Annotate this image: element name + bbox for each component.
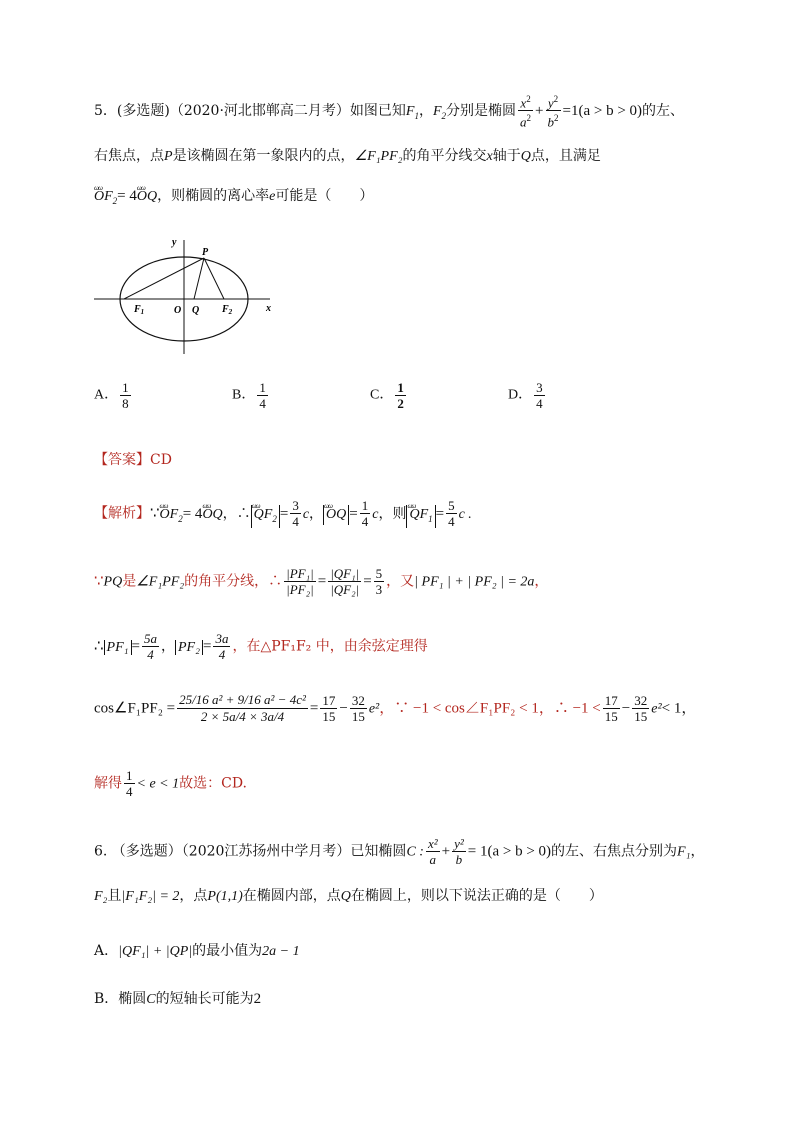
analysis-line-1: 【解析】∵ωω $OF_2= 4\omega\omega$ OQ，∴ωω $QF_2$ = $\frac{3}{4}$ c，ωω OQ = $\frac{1}{4}$ c，则ωω $QF_1$ = $\frac{5}{4}$ c .: [94, 498, 472, 529]
q5-line3-eq: = 4: [117, 188, 137, 204]
analysis-c1: c: [302, 506, 310, 522]
q6-line-1: 6. （多选题）（2020江苏扬州中学月考）已知椭圆C : $\frac{\text{x²}}{a}$ + $\frac{\text{y²}}{b}$ = 1(a > b > 0)的左、右焦点分别为F₁，: [94, 836, 705, 867]
q5-prefix: 5．(多选题)（2020·河北邯郸高二月考）如图已知: [94, 102, 406, 119]
analysis-l4-tail: < 1，: [661, 700, 697, 717]
analysis-frac-3-4: $\frac{3}{4}$: [292, 498, 299, 529]
q6-option-a-val: 2a − 1: [262, 944, 300, 959]
q5-line2-e: 点，且满足: [530, 148, 601, 164]
choice-a-frac: $\frac{1}{8}$: [122, 380, 129, 411]
answer-label: 【答案】: [94, 452, 150, 468]
answer-value: CD: [150, 452, 172, 468]
analysis-vec-of2: ωω $OF_2$: [160, 505, 183, 529]
q5-text2: 的左、: [642, 102, 685, 119]
analysis-line-2: ∵PQ是∠F₁PF₂的角平分线，∴ $\frac{\text{|PF₁|}}{\text{|PF₂|}}$ = $\frac{\text{|QF₁|}}{\text{|QF₂|}}$ = $\frac{5}{3}$ ，又| PF₁ | + | PF₂ | = 2a，: [94, 566, 549, 597]
q6-option-a-math: |QF₁| + |QP|: [118, 944, 193, 959]
choice-b-frac: $\frac{1}{4}$: [259, 380, 266, 411]
analysis-qf1: ωω $QF_1$: [406, 505, 435, 529]
label-f1: $F_1$: [134, 304, 145, 316]
q5-f2: $F_2$: [432, 103, 447, 121]
analysis-frac-5a-4: $\frac{5a}{4}$: [144, 631, 157, 662]
analysis-big-frac: $\frac{\text{25/16 a² + 9/16 a² − 4c²}}{2 \times 5a/4 \times 3a/4}$: [179, 692, 306, 724]
choice-a-letter: A．: [94, 387, 119, 403]
q5-line-2: [94, 146, 601, 167]
q6-prefix: 6. （多选题）（2020江苏扬州中学月考）已知椭圆: [94, 843, 407, 860]
analysis-l2-text: 是: [122, 573, 137, 590]
analysis-l2-pq: PQ: [103, 574, 123, 590]
q6-option-b[interactable]: [94, 989, 261, 1010]
analysis-ratio-qf: $\frac{\text{|QF₁|}}{\text{|QF₂|}}$: [330, 566, 360, 597]
label-y: y: [172, 237, 177, 248]
q6-option-a-text: 的最小值为: [192, 943, 263, 959]
q6-l1-end: ，: [690, 843, 705, 860]
analysis-label: 【解析】: [94, 505, 150, 522]
analysis-l3-therefore: ∴: [94, 638, 104, 655]
q5-line3-end: 可能是（ ）: [275, 188, 374, 204]
q6-l2-text1: 且: [107, 888, 122, 904]
q6-l1-text: 的左、右焦点分别为: [551, 843, 678, 860]
analysis-line-5: [94, 768, 247, 799]
segment-p-q: [194, 258, 204, 299]
analysis-frac-32-15: $\frac{32}{15}$: [351, 693, 365, 724]
choice-c-letter: C．: [370, 387, 394, 403]
analysis-l2-sum: | PF₁ | + | PF₂ | = 2a: [414, 574, 535, 590]
label-o: O: [174, 305, 182, 316]
q6-l2-q: Q: [340, 889, 351, 904]
q6-option-b-letter: B．: [94, 991, 119, 1007]
analysis-line-3: ∴ PF₁ = $\frac{5a}{4}$ ， PF₂ = $\frac{3a}{4}$ ，在△PF₁F₂ 中，由余弦定理得: [94, 631, 428, 662]
analysis-l1-end: c .: [458, 506, 472, 522]
analysis-line-4: cos∠F₁PF₂ = $\frac{\text{25/16 a² + 9/16 a² − 4c²}}{2 \times 5a/4 \times 3a/4}$ = $\frac{17}{15}$ − $\frac{32}{15}$ e²，∵ −1 < cos∠F₁PF₂ < 1，∴ −1 < $\frac{17}{15}$ − $\frac{32}{15}$ e²< 1，: [94, 692, 697, 724]
q6-line-2: [94, 886, 603, 907]
q5-line2-d: 轴于: [492, 148, 521, 164]
label-f2: $F_2$: [222, 304, 233, 316]
q5-line-1: 5．(多选题)（2020·河北邯郸高二月考）如图已知$F_1$，$F_2$分别是椭圆 $\frac{x^2}{a^2}$ + $\frac{y^2}{b^2}$ =1(a > b > 0)的左、: [94, 94, 685, 130]
label-p: P: [202, 247, 209, 258]
q6-frac-y: $\frac{\text{y²}}{b}$: [454, 836, 464, 867]
analysis-l1-therefore: ，∴: [222, 505, 251, 522]
analysis-oq: ωω OQ: [323, 505, 349, 525]
analysis-l2-text3: ，又: [386, 573, 415, 590]
analysis-frac-5-4: $\frac{5}{4}$: [448, 498, 455, 529]
q6-option-b-text1: 椭圆: [118, 991, 147, 1007]
q5-comma: ，: [418, 102, 433, 119]
analysis-l1-because: ∵: [150, 505, 160, 522]
analysis-l1-eq: = 4: [182, 505, 203, 522]
q5-f1: $F_1$: [405, 103, 419, 121]
analysis-l2-because: ∵: [94, 573, 104, 590]
choice-c[interactable]: [370, 380, 408, 411]
analysis-frac-5-3: $\frac{5}{3}$: [375, 566, 383, 597]
q5-line2-a: 右焦点，点: [94, 148, 164, 164]
q5-point-p: P: [164, 149, 173, 164]
analysis-l3-pf2: PF₂: [175, 640, 203, 655]
q5-e: e: [269, 189, 276, 204]
analysis-l3-pf1: PF₁: [104, 640, 132, 655]
analysis-l5-text: 解得: [94, 775, 122, 792]
analysis-l4-minus: −: [339, 700, 348, 717]
q6-option-a-letter: A．: [94, 943, 119, 959]
q5-line3-text: ，则椭圆的离心率: [157, 188, 270, 204]
q5-eq-rest: =1(a > b > 0): [562, 102, 643, 119]
analysis-ratio-pf: $\frac{\text{|PF₁|}}{\text{|PF₂|}}$: [286, 566, 314, 597]
q5-point-q: Q: [520, 149, 531, 164]
q6-option-b-val: 2: [253, 991, 262, 1007]
analysis-l1-ze: ，则: [378, 505, 407, 522]
q5-text1: 分别是椭圆: [446, 102, 517, 119]
analysis-l5-end: 故选：CD.: [179, 775, 247, 792]
choice-a[interactable]: [94, 380, 133, 411]
analysis-l3-text: ，在△PF₁F₂ 中，由余弦定理得: [232, 638, 428, 655]
q6-c: C :: [406, 844, 424, 860]
q5-angle: ∠F₁PF₂: [354, 149, 403, 164]
q6-rest: = 1(a > b > 0): [467, 843, 552, 860]
q5-line2-c: 的角平分线交: [402, 148, 487, 164]
choice-b[interactable]: [232, 380, 270, 411]
q5-line2-b: 是该椭圆在第一象限内的点，: [172, 148, 355, 164]
q6-f2: F₂: [94, 889, 108, 904]
q6-l2-text2: ，点: [179, 888, 208, 904]
q6-frac-x: $\frac{\text{x²}}{a}$: [427, 836, 438, 867]
analysis-frac-1-4: $\frac{1}{4}$: [361, 498, 369, 529]
analysis-qf2: ωω $QF_2$: [251, 505, 280, 529]
q6-option-a[interactable]: [94, 941, 300, 962]
q6-l2-text3: 在椭圆内部，点: [242, 888, 341, 904]
analysis-l4-eq: =: [309, 700, 319, 717]
ellipse-figure: [92, 232, 292, 357]
q6-f1: F₁: [677, 844, 691, 860]
q5-eq-frac-x: $\frac{x^2}{a^2}$: [520, 94, 532, 130]
analysis-l2-angle: ∠F₁PF₂: [136, 574, 185, 590]
q6-l2-text4: 在椭圆上，则以下说法正确的是（ ）: [350, 888, 603, 904]
q6-l2-abs: |F₁F₂| = 2: [121, 889, 180, 904]
choice-d-letter: D．: [508, 387, 533, 403]
q5-line-3: [94, 186, 373, 211]
choice-d-frac: $\frac{3}{4}$: [536, 380, 543, 411]
q5-vec-oq: ωω OQ: [137, 187, 157, 207]
q5-x-axis: x: [486, 149, 493, 164]
analysis-l4-because: ，∵ −1 < cos∠F₁PF₂ < 1，∴ −1 <: [379, 700, 601, 717]
analysis-l4-e2: e²: [368, 701, 380, 717]
analysis-l2-end: ，: [534, 573, 549, 590]
analysis-vec-oq: ωω OQ: [202, 505, 222, 525]
analysis-l2-text2: 的角平分线，∴: [184, 573, 283, 590]
q6-option-b-text2: 的短轴长可能为: [155, 991, 254, 1007]
analysis-frac-1-4-b: $\frac{1}{4}$: [126, 768, 133, 799]
choice-c-frac: $\frac{1}{2}$: [397, 380, 404, 411]
analysis-l5-ineq: < e < 1: [136, 776, 180, 792]
label-x: x: [266, 303, 271, 314]
analysis-l4-cos: cos∠F₁PF₂ =: [94, 700, 176, 717]
q5-eq-frac-y: $\frac{y^2}{b^2}$: [547, 94, 559, 130]
q6-option-b-c: C: [146, 992, 156, 1007]
segment-f1-p: [124, 258, 204, 299]
q6-l2-p: P(1,1): [207, 889, 243, 904]
choice-b-letter: B．: [232, 387, 256, 403]
q5-vec-of2: ωω $OF_2$: [94, 187, 117, 211]
choice-d[interactable]: [508, 380, 547, 411]
analysis-frac-17-15: $\frac{17}{15}$: [322, 693, 336, 724]
analysis-frac-3a-4: $\frac{3a}{4}$: [215, 631, 229, 662]
answer-line: [94, 450, 172, 470]
label-q: Q: [192, 305, 200, 316]
